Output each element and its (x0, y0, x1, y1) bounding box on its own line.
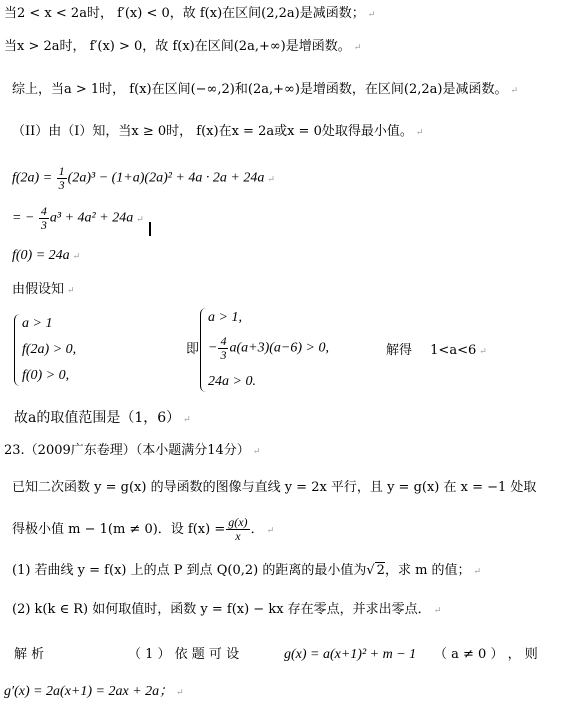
solution-derivative: g′(x) = 2a(x+1) = 2ax + 2a； ↵ (4, 684, 184, 699)
fraction-four-thirds-system: $\frac{4}{3}$ (220, 334, 227, 362)
system2-row1: a > 1, (208, 310, 242, 325)
paragraph-mark-icon: ↵ (510, 86, 519, 96)
paragraph-mark-icon: ↵ (473, 567, 482, 577)
system2-row2: − $\frac{4}{3}$ a(a+3)(a−6) > 0, (208, 334, 329, 362)
paragraph-mark-icon: ↵ (433, 606, 442, 616)
paragraph-mark-icon: ↵ (72, 251, 81, 261)
line-by-assumption: 由假设知 ↵ (12, 282, 75, 297)
line-decreasing-interval: 当2 < x < 2a时， f′(x) < 0，故 f(x)在区间(2,2a)是减函数； ↵ (4, 6, 376, 21)
solution-analysis-label: 解 析 (14, 647, 45, 662)
paragraph-mark-icon: ↵ (353, 43, 362, 53)
system-brace-right (200, 308, 207, 392)
fraction-gx-over-x: $\frac{g(x)}{x}$ (228, 515, 248, 543)
line-range-conclusion: 故a的取值范围是（1，6） ↵ (14, 410, 191, 426)
paragraph-mark-icon: ↵ (252, 447, 261, 457)
line-part-ii: （II）由（I）知，当x ≥ 0时， f(x)在x = 2a或x = 0处取得最小值。 ↵ (12, 124, 424, 139)
paragraph-mark-icon: ↵ (479, 347, 487, 357)
solution-condition: （ a ≠ 0 ） ， 则 (434, 647, 538, 662)
paragraph-mark-icon: ↵ (183, 415, 191, 425)
paragraph-mark-icon: ↵ (367, 10, 376, 20)
fraction-four-thirds: $\frac{4}{3}$ (40, 204, 47, 232)
equation-simplified: = − $\frac{4}{3}$ a³ + 4a² + 24a ↵ (12, 204, 144, 232)
question-part-2: (2) k(k ∈ R) 如何取值时，函数 y = f(x) − kx 存在零点，并求出零点． ↵ (12, 602, 442, 617)
sqrt-icon: √ (366, 563, 375, 578)
paragraph-mark-icon: ↵ (136, 213, 144, 224)
solution-range: 1<a<6 (430, 343, 477, 358)
equation-f-2a: f(2a) = $\frac{1}{3}$ (2a)³ − (1+a)(2a)² + 4a · 2a + 24a ↵ (12, 164, 275, 192)
paragraph-mark-icon: ↵ (266, 526, 275, 536)
line-increasing-interval: 当x > 2a时， f′(x) > 0，故 f(x)在区间(2a,+∞)是增函数。 ↵ (4, 39, 362, 54)
equation-f-0: f(0) = 24a ↵ (12, 248, 81, 263)
label-solution: 解得 1<a<6 ↵ (386, 343, 487, 358)
paragraph-mark-icon: ↵ (267, 173, 275, 184)
problem-statement-line2: 得极小值 m − 1(m ≠ 0)．设 f(x) = $\frac{g(x)}{x}$ ． ↵ (12, 515, 275, 543)
system2-row3: 24a > 0. (208, 374, 256, 389)
question-part-1: (1) 若曲线 y = f(x) 上的点 P 到点 Q(0,2) 的距离的最小值为√ 2，求 m 的值； ↵ (12, 563, 482, 578)
system-brace-left (14, 314, 21, 386)
text-cursor (149, 222, 151, 236)
paragraph-mark-icon: ↵ (415, 128, 424, 138)
paragraph-mark-icon: ↵ (176, 687, 184, 697)
system1-row2: f(2a) > 0, (22, 342, 77, 357)
line-summary: 综上，当a > 1时， f(x)在区间(−∞,2)和(2a,+∞)是增函数，在区间(2,2a)是减函数。 ↵ (12, 82, 519, 97)
system1-row1: a > 1 (22, 316, 53, 331)
fraction-one-third: $\frac{1}{3}$ (58, 164, 65, 192)
solution-setup-text: （ 1 ） 依 题 可 设 (128, 647, 240, 662)
paragraph-mark-icon: ↵ (67, 286, 75, 296)
label-ji: 即 (186, 342, 200, 357)
system1-row3: f(0) > 0, (22, 368, 70, 383)
solution-gx-formula: g(x) = a(x+1)² + m − 1 (284, 647, 417, 662)
problem-23-header: 23.（2009广东卷理）（本小题满分14分） ↵ (4, 443, 261, 458)
problem-statement-line1: 已知二次函数 y = g(x) 的导函数的图像与直线 y = 2x 平行，且 y = g(x) 在 x = −1 处取 (12, 480, 537, 495)
